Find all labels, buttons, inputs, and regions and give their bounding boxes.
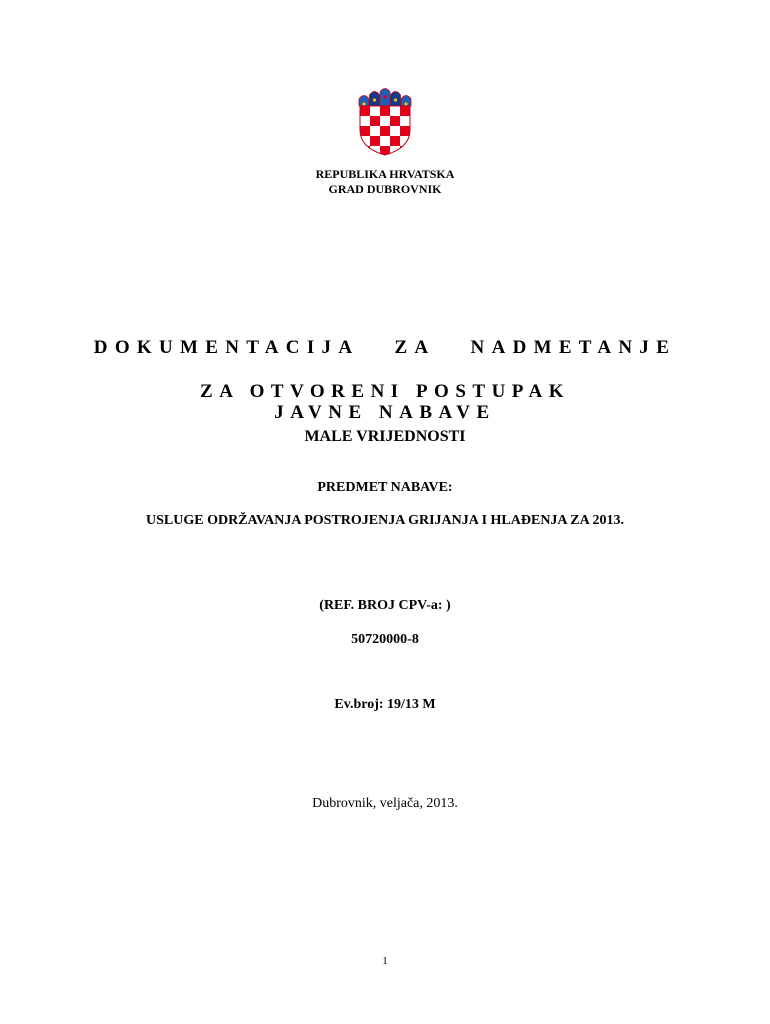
title-line-1: DOKUMENTACIJA ZA NADMETANJE: [93, 337, 677, 358]
cpv-code: 50720000-8: [351, 632, 419, 647]
croatian-coat-of-arms: [357, 86, 413, 156]
coat-crown: [359, 89, 411, 107]
coat-shield: [360, 106, 410, 156]
issuer-country: REPUBLIKA HRVATSKA: [315, 167, 455, 181]
title-line-3: JAVNE NABAVE: [274, 402, 496, 423]
issuer-city: GRAD DUBROVNIK: [328, 182, 442, 196]
subject-label: PREDMET NABAVE:: [317, 480, 453, 495]
cpv-label: (REF. BROJ CPV-a: ): [319, 598, 451, 613]
title-line-4: MALE VRIJEDNOSTI: [304, 428, 466, 445]
title-line-2: ZA OTVORENI POSTUPAK: [200, 381, 570, 402]
subject-value: USLUGE ODRŽAVANJA POSTROJENJA GRIJANJA I HLAĐENJA ZA 2013.: [146, 513, 624, 528]
evidence-number: Ev.broj: 19/13 M: [334, 697, 436, 712]
place-date: Dubrovnik, veljača, 2013.: [312, 796, 458, 811]
page-number: 1: [382, 955, 388, 967]
